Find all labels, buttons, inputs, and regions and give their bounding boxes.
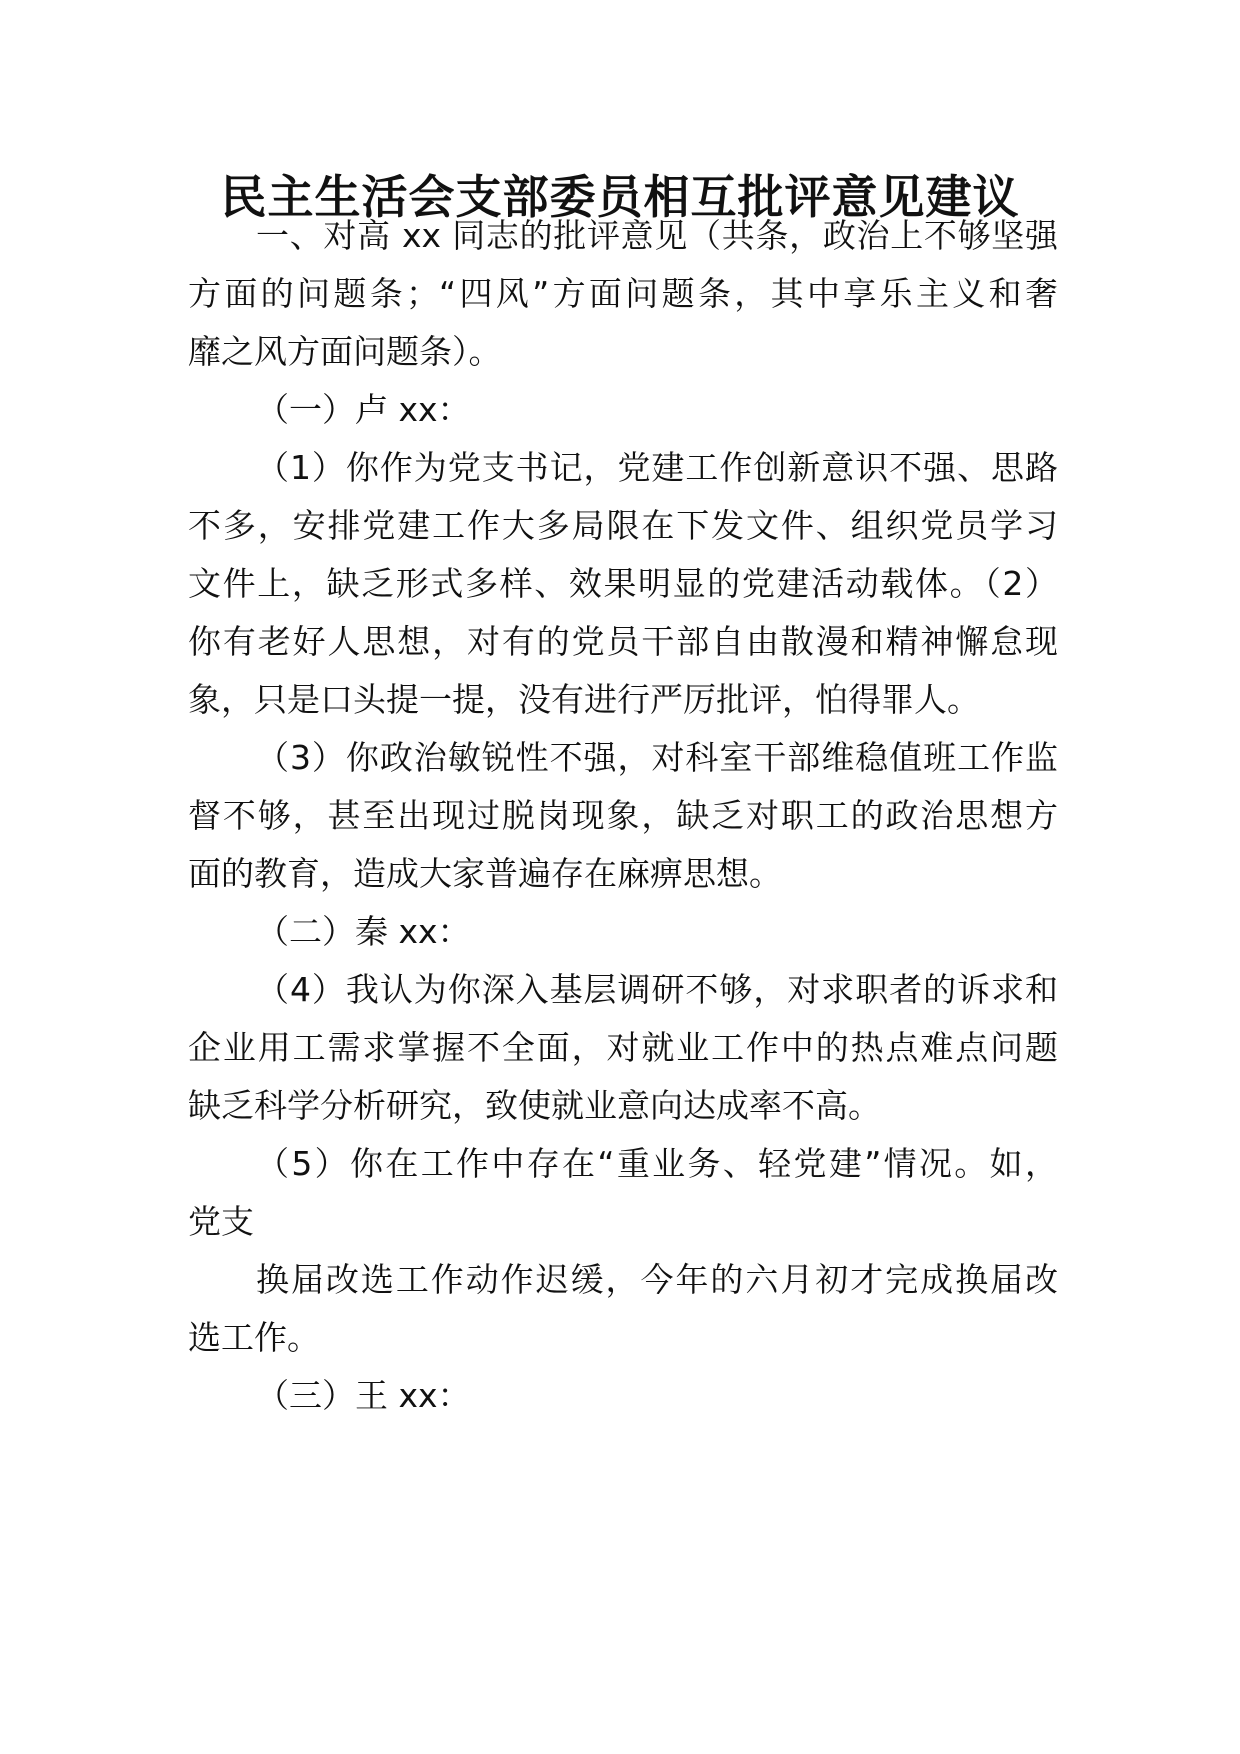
paragraph-line: 文件上，缺乏形式多样、效果明显的党建活动载体。（2） [188,564,1058,603]
paragraph-line: 靡之风方面问题条）。 [188,332,502,371]
paragraph-line: （3）你政治敏锐性不强，对科室干部维稳值班工作监 [256,738,1058,777]
paragraph-line: 象，只是口头提一提，没有进行严厉批评，怕得罪人。 [188,680,980,719]
paragraph-line: （5）你在工作中存在“重业务、轻党建”情况。如， [256,1144,1058,1183]
section-heading: （二）秦 xx： [256,912,471,951]
paragraph-line: 一、对高 xx 同志的批评意见（共条，政治上不够坚强 [256,216,1058,255]
paragraph-line: 方面的问题条；“四风”方面问题条，其中享乐主义和奢 [188,274,1058,313]
paragraph-line: 督不够，甚至出现过脱岗现象，缺乏对职工的政治思想方 [188,796,1058,835]
paragraph-line: 选工作。 [188,1318,320,1357]
paragraph-line: 面的教育，造成大家普遍存在麻痹思想。 [188,854,782,893]
section-heading: （一）卢 xx： [256,390,471,429]
document-title: 民主生活会支部委员相互批评意见建议 [220,170,1020,224]
paragraph-line: 换届改选工作动作迟缓，今年的六月初才完成换届改 [256,1260,1058,1299]
paragraph-line: （1）你作为党支书记，党建工作创新意识不强、思路 [256,448,1058,487]
paragraph-line: 企业用工需求掌握不全面，对就业工作中的热点难点问题 [188,1028,1058,1067]
paragraph-line: 党支 [188,1202,254,1241]
paragraph-line: 缺乏科学分析研究，致使就业意向达成率不高。 [188,1086,881,1125]
section-heading: （三）王 xx： [256,1376,471,1415]
paragraph-line: （4）我认为你深入基层调研不够，对求职者的诉求和 [256,970,1058,1009]
paragraph-line: 不多，安排党建工作大多局限在下发文件、组织党员学习 [188,506,1058,545]
paragraph-line: 你有老好人思想，对有的党员干部自由散漫和精神懈怠现 [188,622,1058,661]
